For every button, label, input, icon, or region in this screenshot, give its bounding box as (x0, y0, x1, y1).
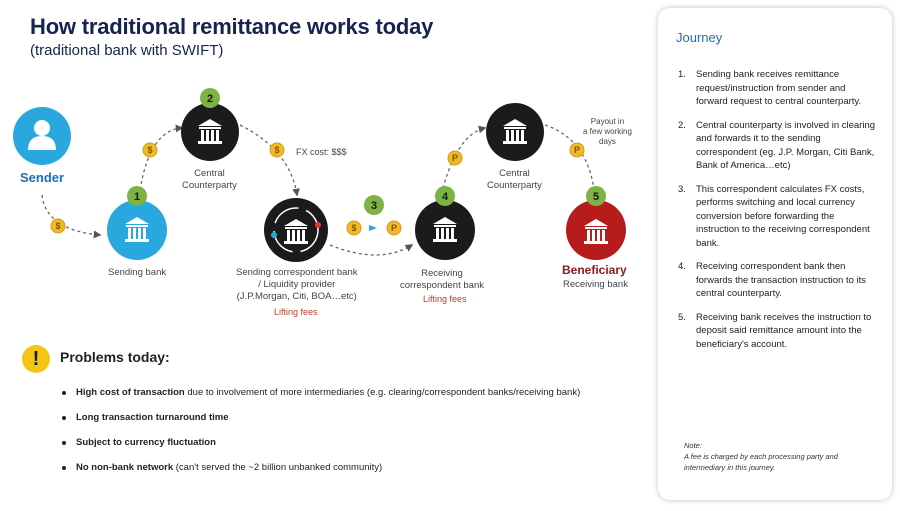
list-item: Subject to currency fluctuation (62, 436, 580, 461)
step-badge-5 (586, 186, 606, 206)
central-counterparty-2-node (486, 103, 544, 161)
journey-step: 4. Receiving correspondent bank then forwards the transaction instruction to its central counterparty. (678, 261, 867, 299)
svg-text:$: $ (147, 145, 153, 155)
svg-text:5: 5 (592, 191, 600, 203)
list-item: High cost of transaction due to involvement of more intermediaries (e.g. clearing/correspondent banks/receiving bank) (62, 386, 580, 411)
fx-cost-label: FX cost: $$$ (296, 147, 347, 157)
usd-coin-icon (347, 221, 361, 235)
connector-correspondent-to-receiving-corr (330, 245, 412, 255)
php-coin-icon (387, 221, 401, 235)
step-badge-4 (435, 186, 455, 206)
central-counterparty-1-node (181, 103, 239, 161)
receiving-corr-lifting-fees: Lifting fees (423, 294, 467, 304)
journey-step: 5. Receiving bank receives the instruction to deposit said remittance amount into the beneficiary's account. (678, 311, 872, 350)
problems-title: Problems today: (60, 349, 170, 365)
page-subtitle: (traditional bank with SWIFT) (30, 42, 224, 59)
central-cp-1-label: Central Counterparty (182, 168, 237, 191)
svg-text:P: P (451, 153, 459, 163)
journey-step: 3. This correspondent calculates FX costs, performs switching and local currency conversion before forwarding the instruction to the receiving correspondent bank. (678, 183, 870, 249)
sending-correspondent-label: Sending correspondent bank / Liquidity provider (J.P.Morgan, Citi, BOA…etc) (236, 267, 358, 302)
receiving-bank-label: Receiving bank (563, 279, 628, 290)
step-badge-2 (200, 88, 220, 108)
beneficiary-label: Beneficiary (562, 263, 627, 277)
sender-label: Sender (20, 170, 65, 185)
step-badge-3 (364, 195, 384, 215)
php-coin-icon (570, 143, 584, 157)
svg-text:3: 3 (370, 200, 378, 212)
step-badge-1 (127, 186, 147, 206)
central-cp-2-label: Central Counterparty (487, 168, 542, 191)
sender-node (13, 107, 71, 165)
svg-text:1: 1 (133, 191, 141, 203)
svg-text:P: P (573, 145, 581, 155)
connector-sending-bank-to-central-cp (140, 128, 182, 190)
payout-note: Payout in a few working days (583, 117, 632, 146)
receiving-correspondent-node (415, 200, 475, 260)
receiving-correspondent-label: Receiving correspondent bank (400, 268, 484, 291)
journey-note: Note: A fee is charged by each processing party and intermediary in this journey. (684, 441, 838, 472)
connector-sender-to-sending-bank (42, 195, 100, 235)
sending-bank-node (107, 200, 167, 260)
journey-step: 2. Central counterparty is involved in clearing and forwards it to the sending correspondent (eg. J.P. Morgan, Citi Bank, Bank of America…etc) (678, 119, 876, 171)
connector-central-cp-to-correspondent (240, 125, 297, 195)
journey-step: 1. Sending bank receives remittance request/instruction from sender and forward request to central counterparty. (678, 69, 862, 107)
journey-title: Journey (676, 30, 723, 45)
problems-list (62, 386, 580, 486)
svg-text:P: P (390, 223, 398, 233)
usd-coin-icon (143, 143, 157, 157)
sending-correspondent-node (264, 198, 328, 262)
list-item: No non-bank network (can't served the ~2 billion unbanked community) (62, 461, 580, 486)
journey-panel (658, 8, 892, 500)
svg-text:4: 4 (441, 191, 449, 203)
exchange-arrow-icon (369, 225, 377, 231)
list-item: Long transaction turnaround time (62, 411, 580, 436)
php-coin-icon (448, 151, 462, 165)
svg-text:$: $ (274, 145, 280, 155)
warning-icon: ! (22, 345, 50, 373)
svg-text:$: $ (55, 221, 61, 231)
sending-bank-label: Sending bank (108, 267, 167, 278)
usd-coin-icon (51, 219, 65, 233)
correspondent-lifting-fees: Lifting fees (274, 307, 318, 317)
page-title: How traditional remittance works today (30, 14, 434, 39)
journey-steps (678, 68, 878, 361)
svg-text:$: $ (351, 223, 357, 233)
usd-coin-icon (270, 143, 284, 157)
beneficiary-node (566, 200, 626, 260)
svg-text:2: 2 (206, 93, 214, 105)
